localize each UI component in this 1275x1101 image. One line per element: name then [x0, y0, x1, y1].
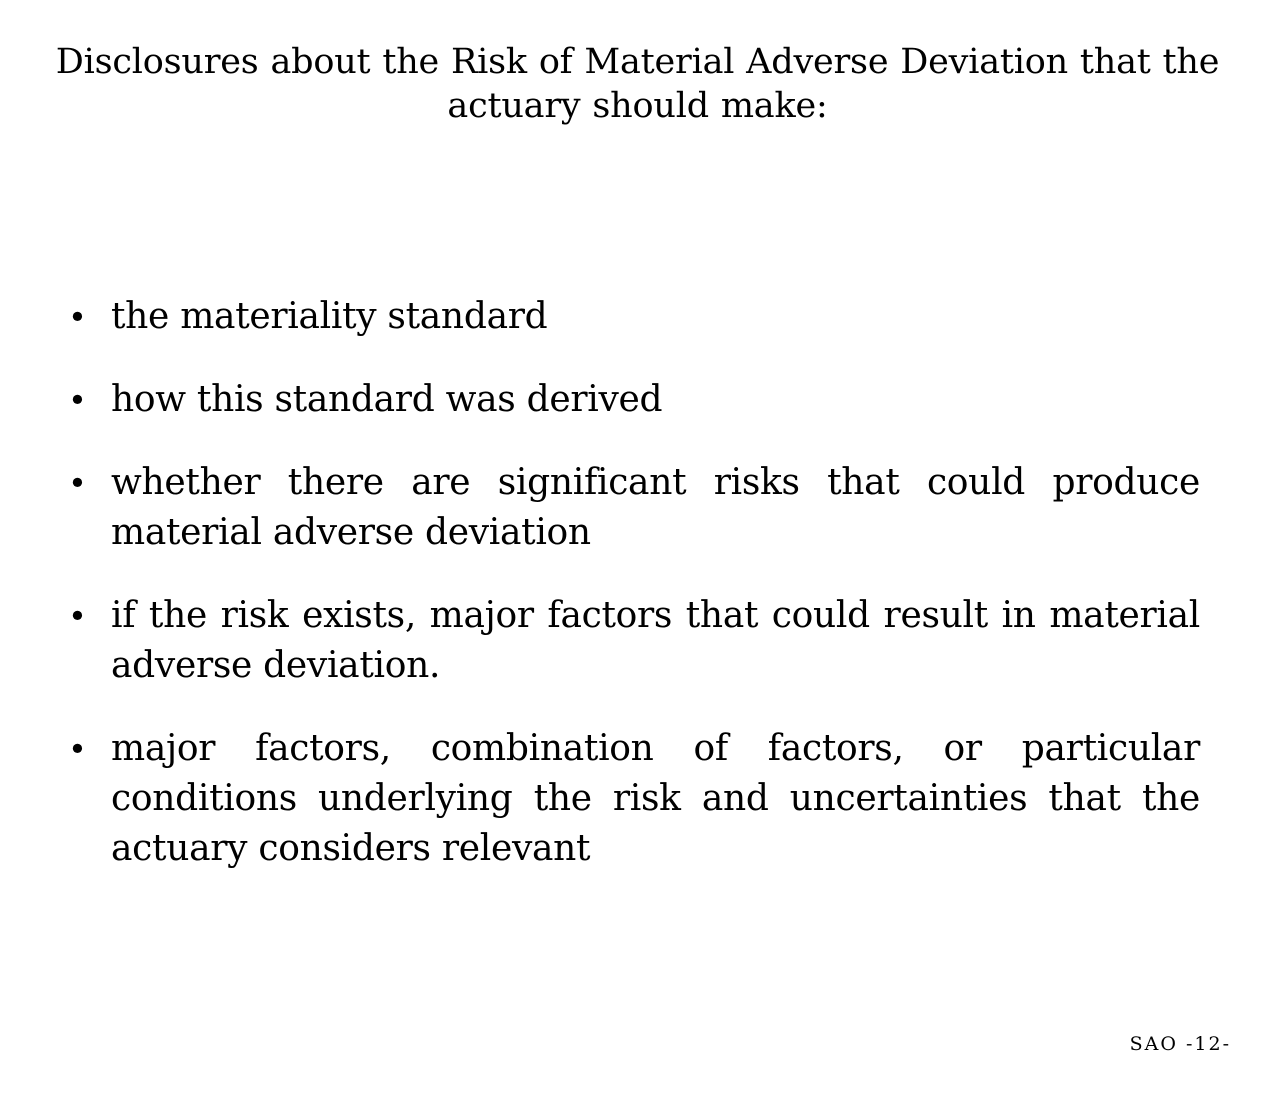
list-item-text: major factors, combination of factors, or particular conditions underlying the risk and uncertainties that the actuary considers relevant — [111, 728, 1200, 869]
list-item — [68, 591, 1200, 691]
bullet-icon: • — [68, 597, 87, 635]
bullet-icon: • — [68, 464, 87, 502]
bullet-icon: • — [68, 298, 87, 336]
list-item-text: how this standard was derived — [111, 379, 663, 420]
list-item — [68, 292, 1200, 342]
bullet-icon: • — [68, 730, 87, 768]
slide-title: Disclosures about the Risk of Material Adverse Deviation that the actuary should make: — [55, 42, 1220, 126]
list-item-text: if the risk exists, major factors that could result in material adverse deviation. — [111, 595, 1200, 686]
list-item-text: whether there are significant risks that could produce material adverse deviation — [111, 462, 1200, 553]
disclosure-bullet-list — [68, 292, 1200, 907]
list-item — [68, 458, 1200, 558]
list-item-text: the materiality standard — [111, 296, 548, 337]
list-item — [68, 724, 1200, 874]
list-item — [68, 375, 1200, 425]
bullet-icon: • — [68, 381, 87, 419]
page-footer: SAO -12- — [1129, 1033, 1231, 1055]
